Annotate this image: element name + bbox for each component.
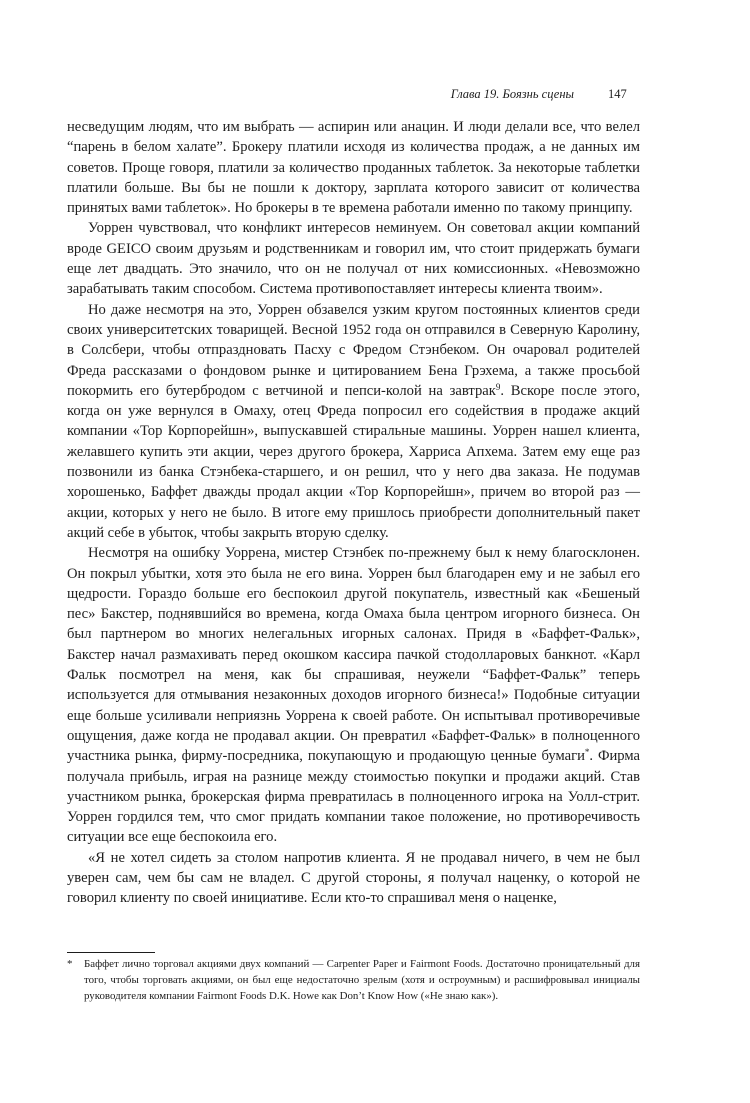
endnote-ref-9: 9 <box>495 381 501 392</box>
chapter-title: Глава 19. Боязнь сцены <box>450 87 574 101</box>
running-header <box>0 84 750 104</box>
footnote <box>67 957 640 1004</box>
paragraph-2 <box>67 218 640 299</box>
paragraph-1-text: несведущим людям, что им выбрать — аспирин или анацин. И люди делали все, что велел “парень в белом халате”. Брокеру платили исходя из количества продаж, а не данных им советов. Проще говоря, платили за количество проданных таблеток. За некоторые таблетки платили больше. Вы бы не пошли к доктору, зарплата которого зависит от количества принятых вами таблеток». Но брокеры в те времена работали именно по такому принципу. <box>67 119 640 217</box>
paragraph-5 <box>67 848 640 909</box>
paragraph-4-text-b: . Фирма получала прибыль, играя на разнице между стоимостью покупки и продажи акций. Став участником рынка, брокерская фирма превратилась в полноценного игрока на Уолл-стрит. Уоррен гордился тем, что смог придать компании такое положение, но противоречивость ситуации все еще беспокоила его. <box>67 748 640 846</box>
paragraph-3-text-b: . Вскоре после этого, когда он уже вернулся в Омаху, отец Фреда попросил его содействия в продаже акций компании «Тор Корпорейшн», выпускавшей стиральные машины. Уоррен нашел клиента, желавшего купить эти акции, через другого брокера, Харриса Апхема. Затем ему еще раз позвонили из банка Стэнбека-старшего, и он решил, что у него два заказа. Не подумав хорошенько, Баффет дважды продал акции «Тор Корпорейшн», причем во второй раз — акции, которых у него не было. В итоге ему пришлось приобрести дополнительный пакет акций себе в убыток, чтобы закрыть вторую сделку. <box>67 382 640 541</box>
page-number: 147 <box>608 87 627 101</box>
footnote-mark: * <box>67 958 73 970</box>
paragraph-3-text-a: Но даже несмотря на это, Уоррен обзавелся узким кругом постоянных клиентов среди своих университетских товарищей. Весной 1952 года он отправился в Северную Каролину, в Солсбери, чтобы отпраздновать Пасху с Фредом Стэнбеком. Он очаровал родителей Фреда рассказами о фондовом рынке и цитированием Бена Грэхема, а также просьбой покормить его бутербродом с ветчиной и пепси-колой на завтрак <box>67 301 640 399</box>
paragraph-2-text: Уоррен чувствовал, что конфликт интересов неминуем. Он советовал акции компаний вроде GEICO своим друзьям и родственникам и говорил им, что стоит придержать бумаги еще лет двадцать. Это значило, что он не получал от них комиссионных. «Невозможно зарабатывать таким способом. Система противопоставляет интересы клиента твоим». <box>67 220 640 298</box>
paragraph-3 <box>67 300 640 544</box>
body-text <box>67 117 640 909</box>
footnote-ref-asterisk: * <box>584 747 590 758</box>
paragraph-1 <box>67 117 640 218</box>
footnote-text: Баффет лично торговал акциями двух компаний — Carpenter Paper и Fairmont Foods. Достаточно проницательный для того, чтобы торговать акциями, он был еще недостаточно зрелым (хотя и остроумным) и расшифровывал инициалы руководителя компании Fairmont Foods D.K. Howe как Don’t Know How («Не знаю как»). <box>84 958 640 1002</box>
paragraph-4 <box>67 543 640 847</box>
footnote-divider <box>67 952 155 953</box>
paragraph-4-text-a: Несмотря на ошибку Уоррена, мистер Стэнбек по-прежнему был к нему благосклонен. Он покрыл убытки, хотя это была не его вина. Уоррен был благодарен ему и не забыл его щедрости. Гораздо больше его беспокоил другой покупатель, известный как «Бешеный пес» Бакстер, поднявшийся во времена, когда Омаха была центром игорного бизнеса. Он был партнером во многих нелегальных игорных салонах. Придя в «Баффет-Фальк», Бакстер начал размахивать перед окошком кассира пачкой стодолларовых банкнот. «Карл Фальк посмотрел на меня, как бы спрашивая, неужели “Баффет-Фальк” теперь используется для отмывания незаконных доходов игорного бизнеса!» Подобные ситуации еще больше усиливали неприязнь Уоррена к своей работе. Он испытывал противоречивые ощущения, даже когда не продавал акции. Он превратил «Баффет-Фальк» в полноценного участника рынка, фирму-посредника, покупающую и продающую ценные бумаги <box>67 545 640 765</box>
paragraph-5-text: «Я не хотел сидеть за столом напротив клиента. Я не продавал ничего, в чем не был уверен сам, чем бы сам не владел. С другой стороны, я получал наценку, о которой не говорил клиенту по своей инициативе. Если кто-то спрашивал меня о наценке, <box>67 849 640 907</box>
